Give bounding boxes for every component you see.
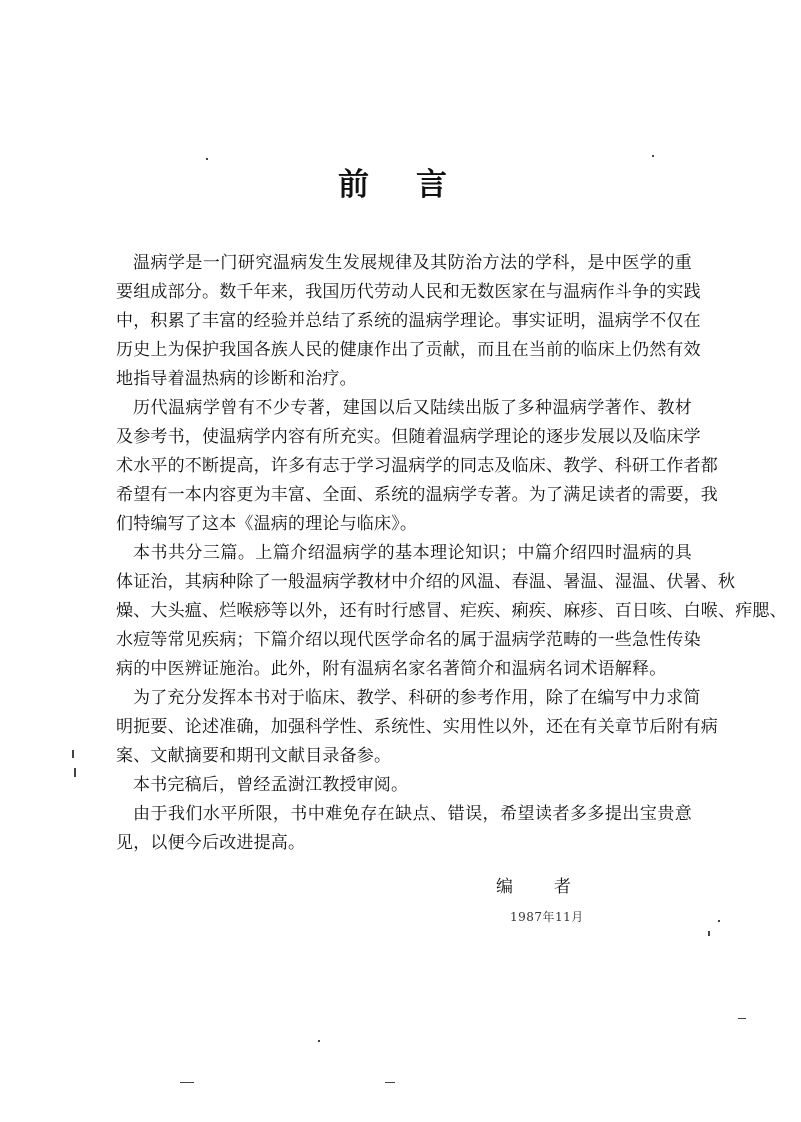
paragraph-line: 为了充分发挥本书对于临床、教学、科研的参考作用，除了在编写中力求简 [133, 688, 701, 708]
scan-speck [72, 750, 74, 758]
paragraph-line: 历代温病学曾有不少专著，建国以后又陆续出版了多种温病学著作、教材 [133, 398, 692, 418]
scan-speck [652, 155, 654, 157]
scan-speck [318, 1040, 320, 1042]
paragraph-line: 温病学是一门研究温病发生发展规律及其防治方法的学科，是中医学的重 [133, 253, 692, 273]
scan-speck [180, 1082, 194, 1083]
paragraph-line: 明扼要、论述准确，加强科学性、系统性、实用性以外，还在有关章节后附有病 [116, 717, 718, 737]
paragraph-line: 及参考书，使温病学内容有所充实。但随着温病学理论的逐步发展以及临床学 [116, 427, 701, 447]
paragraph-line: 地指导着温热病的诊断和治疗。 [116, 369, 357, 389]
paragraph-line: 由于我们水平所限，书中难免存在缺点、错误，希望读者多多提出宝贵意 [133, 804, 692, 824]
paragraph-line: 见，以便今后改进提高。 [116, 833, 306, 853]
paragraph-line: 要组成部分。数千年来，我国历代劳动人民和无数医家在与温病作斗争的实践 [116, 282, 701, 302]
date: 1987年11月 [510, 910, 584, 924]
paragraph-line: 水痘等常见疾病；下篇介绍以现代医学命名的属于温病学范畴的一些急性传染 [116, 630, 701, 650]
scan-speck [385, 1082, 395, 1083]
paragraph-line: 中，积累了丰富的经验并总结了系统的温病学理论。事实证明，温病学不仅在 [116, 311, 701, 331]
scan-speck [738, 1018, 746, 1019]
paragraph-line: 历史上为保护我国各族人民的健康作出了贡献，而且在当前的临床上仍然有效 [116, 340, 701, 360]
paragraph-line: 本书完稿后，曾经孟澍江教授审阅。 [133, 775, 409, 795]
scan-speck [206, 158, 208, 160]
signature-char: 者 [554, 877, 571, 897]
scan-speck [74, 768, 76, 777]
paragraph-line: 燥、大头瘟、烂喉痧等以外，还有时行感冒、疟疾、痢疾、麻疹、百日咳、白喉、痄腮、 [116, 601, 787, 621]
paragraph-line: 希望有一本内容更为丰富、全面、系统的温病学专著。为了满足读者的需要，我 [116, 485, 718, 505]
scan-speck [708, 931, 710, 936]
scan-speck [718, 920, 720, 922]
paragraph-line: 体证治，其病种除了一般温病学教材中介绍的风温、春温、暑温、湿温、伏暑、秋 [116, 572, 736, 592]
signature-char: 编 [496, 877, 513, 897]
title-char: 前 [338, 167, 369, 203]
paragraph-line: 本书共分三篇。上篇介绍温病学的基本理论知识；中篇介绍四时温病的具 [133, 543, 692, 563]
paragraph-line: 术水平的不断提高，许多有志于学习温病学的同志及临床、教学、科研工作者都 [116, 456, 718, 476]
title-char: 言 [416, 167, 447, 203]
paragraph-line: 病的中医辨证施治。此外，附有温病名家名著简介和温病名词术语解释。 [116, 659, 667, 679]
paragraph-line: 案、文献摘要和期刊文献目录备参。 [116, 746, 392, 766]
paragraph-line: 们特编写了这本《温病的理论与临床》。 [116, 514, 418, 534]
